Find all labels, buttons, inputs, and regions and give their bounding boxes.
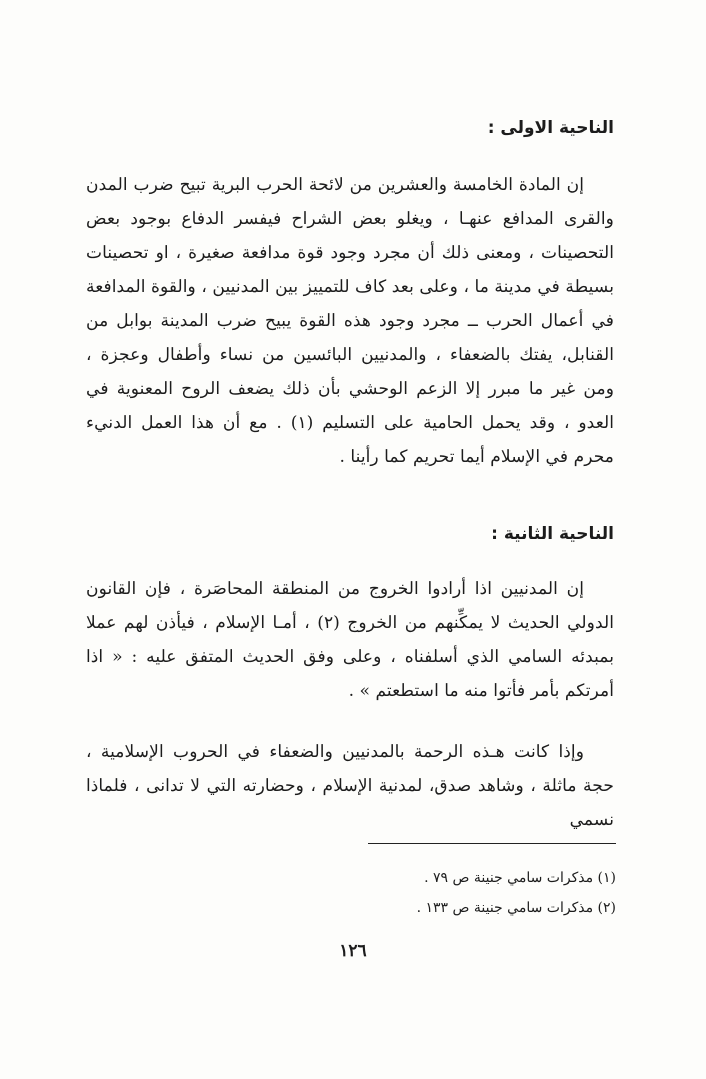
- section-heading-second: الناحية الثانية :: [491, 524, 614, 544]
- footnote-2: (٢) مذكرات سامي جنينة ص ١٣٣ .: [416, 900, 616, 916]
- footnote-1: (١) مذكرات سامي جنينة ص ٧٩ .: [424, 870, 616, 886]
- page-number: ١٢٦: [339, 941, 367, 961]
- footnote-separator: [368, 843, 616, 844]
- paragraph-text: إن المدنيين اذا أرادوا الخروج من المنطقة المحاصَرة ، فإن القانون الدولي الحديث لا يمكِّنهم من الخروج (٢) ، أمـا الإسلام ، فيأذن لهم عملا بمبدئه السامي الذي أسلفناه ، وعلى وفق الحديث المتفق عليه : « اذا أمرتكم بأمر فأتوا منه ما استطعتم » .: [86, 579, 614, 701]
- section-heading-first: الناحية الاولى :: [487, 118, 614, 138]
- paragraph-text: وإذا كانت هـذه الرحمة بالمدنيين والضعفاء في الحروب الإسلامية ، حجة ماثلة ، وشاهد صدق، لمدنية الإسلام ، وحضارته التي لا تدانى ، فلماذا نسمي: [86, 742, 614, 830]
- paragraph-text: إن المادة الخامسة والعشرين من لائحة الحرب البرية تبيح ضرب المدن والقرى المدافع عنهـا ، ويغلو بعض الشراح فيفسر الدفاع بوجود بعض التحصينات ، ومعنى ذلك أن مجرد وجود قوة مدافعة صغيرة ، او تحصينات بسيطة في مدينة ما ، وعلى بعد كاف للتمييز بين المدنيين ، والقوة المدافعة في أعمال الحرب ــ مجرد وجود هذه القوة يبيح ضرب المدينة بوابل من القنابل، يفتك بالضعفاء ، والمدنيين البائسين من نساء وأطفال وعجزة ، ومن غير ما مبرر إلا الزعم الوحشي بأن ذلك يضعف الروح المعنوية في العدو ، وقد يحمل الحامية على التسليم (١) . مع أن هذا العمل الدنيء محرم في الإسلام أيما تحريم كما رأينا .: [86, 175, 615, 467]
- paragraph-first-aspect: [86, 168, 614, 474]
- paragraph-second-aspect: [86, 572, 614, 708]
- paragraph-conclusion: [86, 735, 614, 837]
